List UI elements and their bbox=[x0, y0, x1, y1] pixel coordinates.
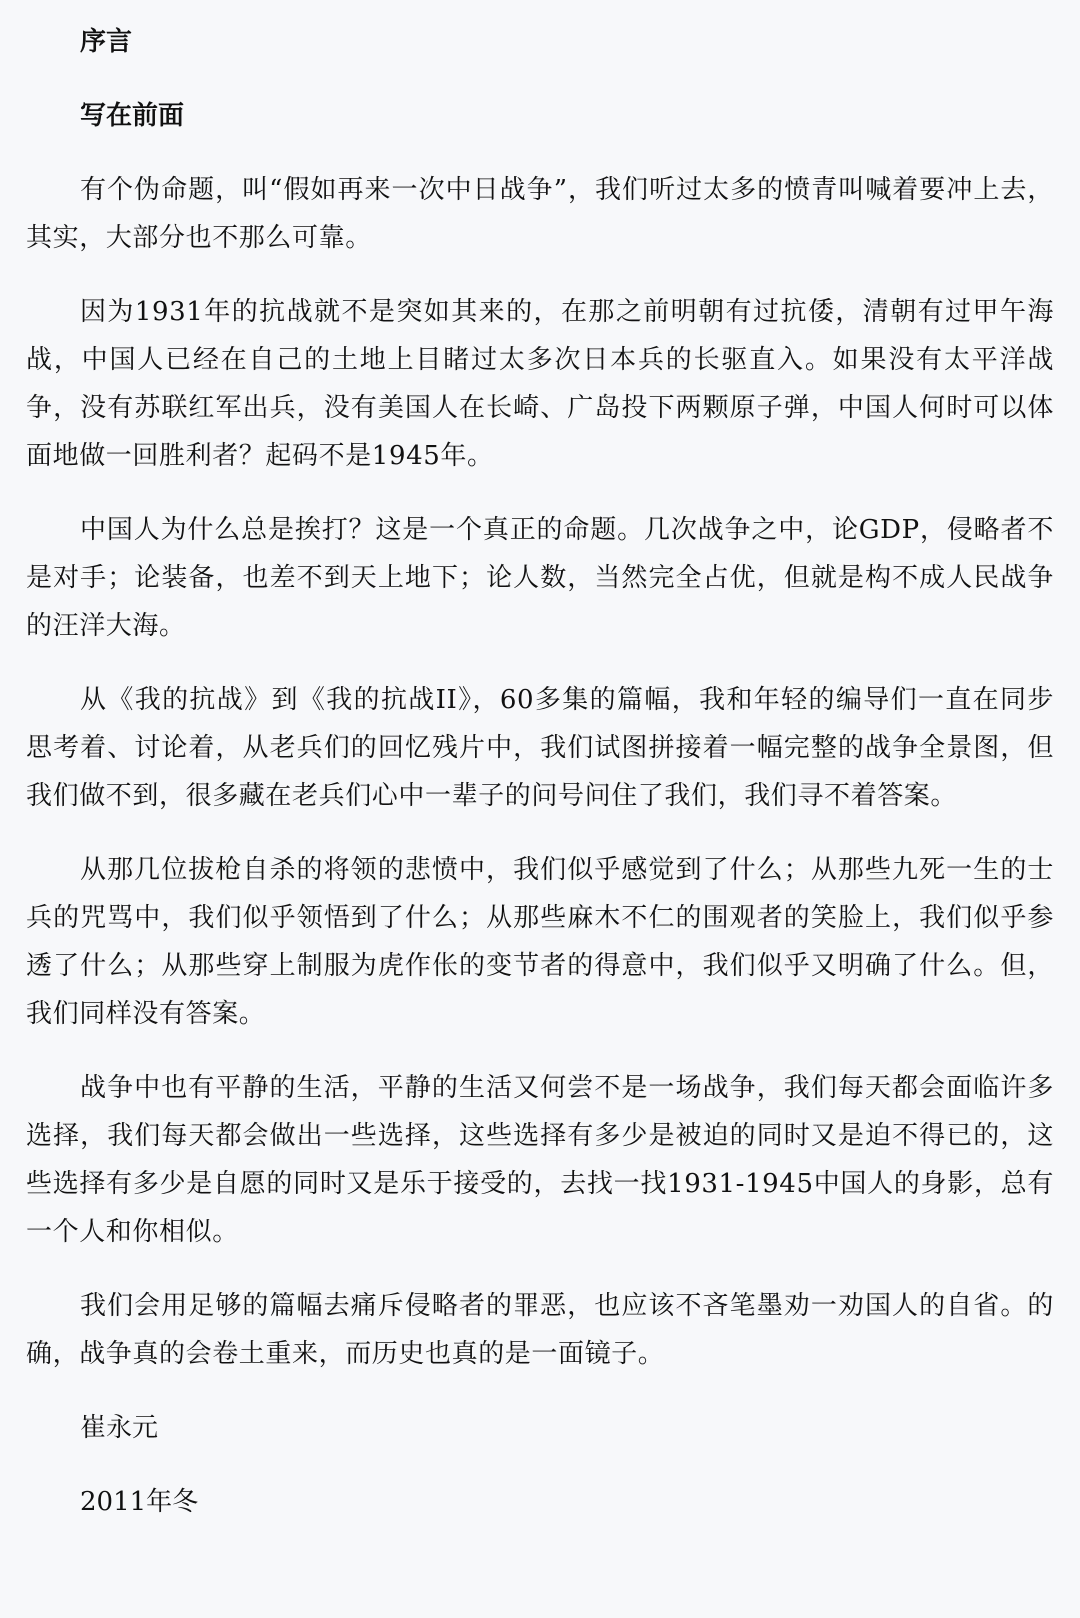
paragraph: 有个伪命题，叫“假如再来一次中日战争”，我们听过太多的愤青叫喊着要冲上去，其实，大部分也不那么可靠。 bbox=[26, 175, 1054, 253]
date-line: 2011年冬 bbox=[80, 1487, 199, 1517]
paragraph: 我们会用足够的篇幅去痛斥侵略者的罪恶，也应该不吝笔墨劝一劝国人的自省。的确，战争真的会卷土重来，而历史也真的是一面镜子。 bbox=[26, 1291, 1054, 1369]
author-name: 崔永元 bbox=[80, 1413, 159, 1443]
paragraph: 战争中也有平静的生活，平静的生活又何尝不是一场战争，我们每天都会面临许多选择，我们每天都会做出一些选择，这些选择有多少是被迫的同时又是迫不得已的，这些选择有多少是自愿的同时又是乐于接受的，去找一找1931-1945中国人的身影，总有一个人和你相似。 bbox=[26, 1073, 1054, 1247]
paragraph: 从那几位拔枪自杀的将领的悲愤中，我们似乎感觉到了什么；从那些九死一生的士兵的咒骂中，我们似乎领悟到了什么；从那些麻木不仁的围观者的笑脸上，我们似乎参透了什么；从那些穿上制服为虎作伥的变节者的得意中，我们似乎又明确了什么。但，我们同样没有答案。 bbox=[26, 855, 1054, 1029]
paragraph: 因为1931年的抗战就不是突如其来的，在那之前明朝有过抗倭，清朝有过甲午海战，中国人已经在自己的土地上目睹过太多次日本兵的长驱直入。如果没有太平洋战争，没有苏联红军出兵，没有美国人在长崎、广岛投下两颗原子弹，中国人何时可以体面地做一回胜利者？起码不是1945年。 bbox=[26, 297, 1054, 471]
page-title: 写在前面 bbox=[80, 101, 185, 131]
paragraph: 中国人为什么总是挨打？这是一个真正的命题。几次战争之中，论GDP，侵略者不是对手；论装备，也差不到天上地下；论人数，当然完全占优，但就是构不成人民战争的汪洋大海。 bbox=[26, 515, 1054, 641]
paragraph: 从《我的抗战》到《我的抗战II》，60多集的篇幅，我和年轻的编导们一直在同步思考着、讨论着，从老兵们的回忆残片中，我们试图拼接着一幅完整的战争全景图，但我们做不到，很多藏在老兵们心中一辈子的问号问住了我们，我们寻不着答案。 bbox=[26, 685, 1054, 811]
preface-label: 序言 bbox=[80, 27, 133, 57]
